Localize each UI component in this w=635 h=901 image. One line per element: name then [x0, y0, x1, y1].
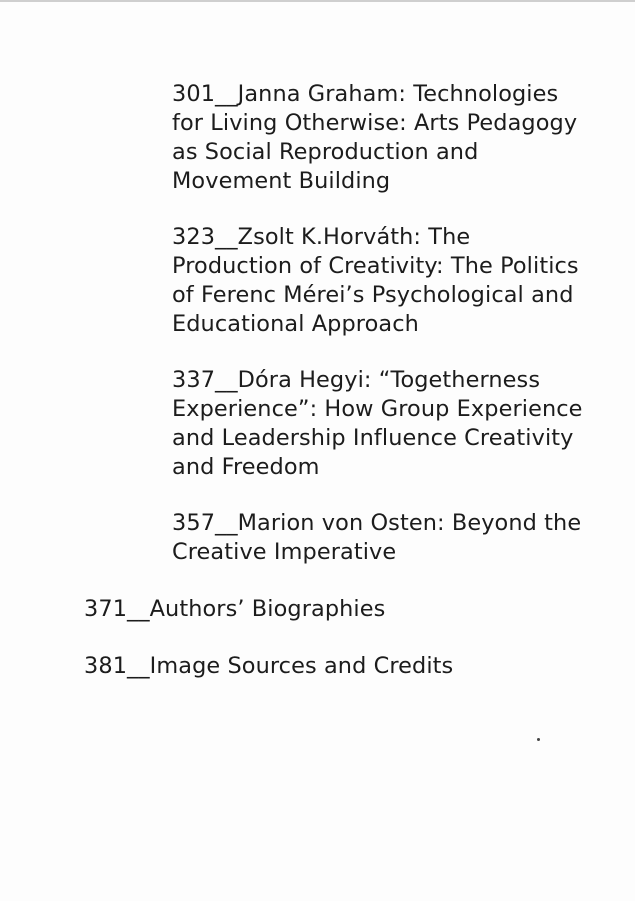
toc-entry-zsolt-horvath [172, 223, 579, 339]
toc-entry-line: 337__Dóra Hegyi: “Togetherness [172, 367, 541, 393]
toc-entry-line: Educational Approach [172, 311, 419, 337]
toc-entry-line: and Freedom [172, 454, 320, 480]
toc-entry-line: 381__Image Sources and Credits [84, 653, 454, 679]
toc-entry-image-sources [84, 652, 453, 681]
toc-entry-line: Experience”: How Group Experience [172, 396, 583, 422]
toc-entry-line: for Living Otherwise: Arts Pedagogy [172, 110, 578, 136]
toc-entry-line: Movement Building [172, 168, 391, 194]
toc-entry-marion-von-osten [172, 509, 581, 567]
toc-entry-line: Creative Imperative [172, 539, 397, 565]
toc-entry-line: 323__Zsolt K.Horváth: The [172, 224, 471, 250]
toc-entry-line: and Leadership Influence Creativity [172, 425, 574, 451]
toc-entry-dora-hegyi [172, 366, 583, 482]
toc-entry-line: 301__Janna Graham: Technologies [172, 81, 559, 107]
toc-entry-line: as Social Reproduction and [172, 139, 479, 165]
toc-entry-line: of Ferenc Mérei’s Psychological and [172, 282, 574, 308]
paper-speck [537, 738, 540, 741]
toc-entry-authors-biographies [84, 595, 385, 624]
toc-entry-line: 371__Authors’ Biographies [84, 596, 386, 622]
toc-entry-line: Production of Creativity: The Politics [172, 253, 579, 279]
toc-entry-line: 357__Marion von Osten: Beyond the [172, 510, 582, 536]
toc-entry-janna-graham [172, 80, 577, 196]
